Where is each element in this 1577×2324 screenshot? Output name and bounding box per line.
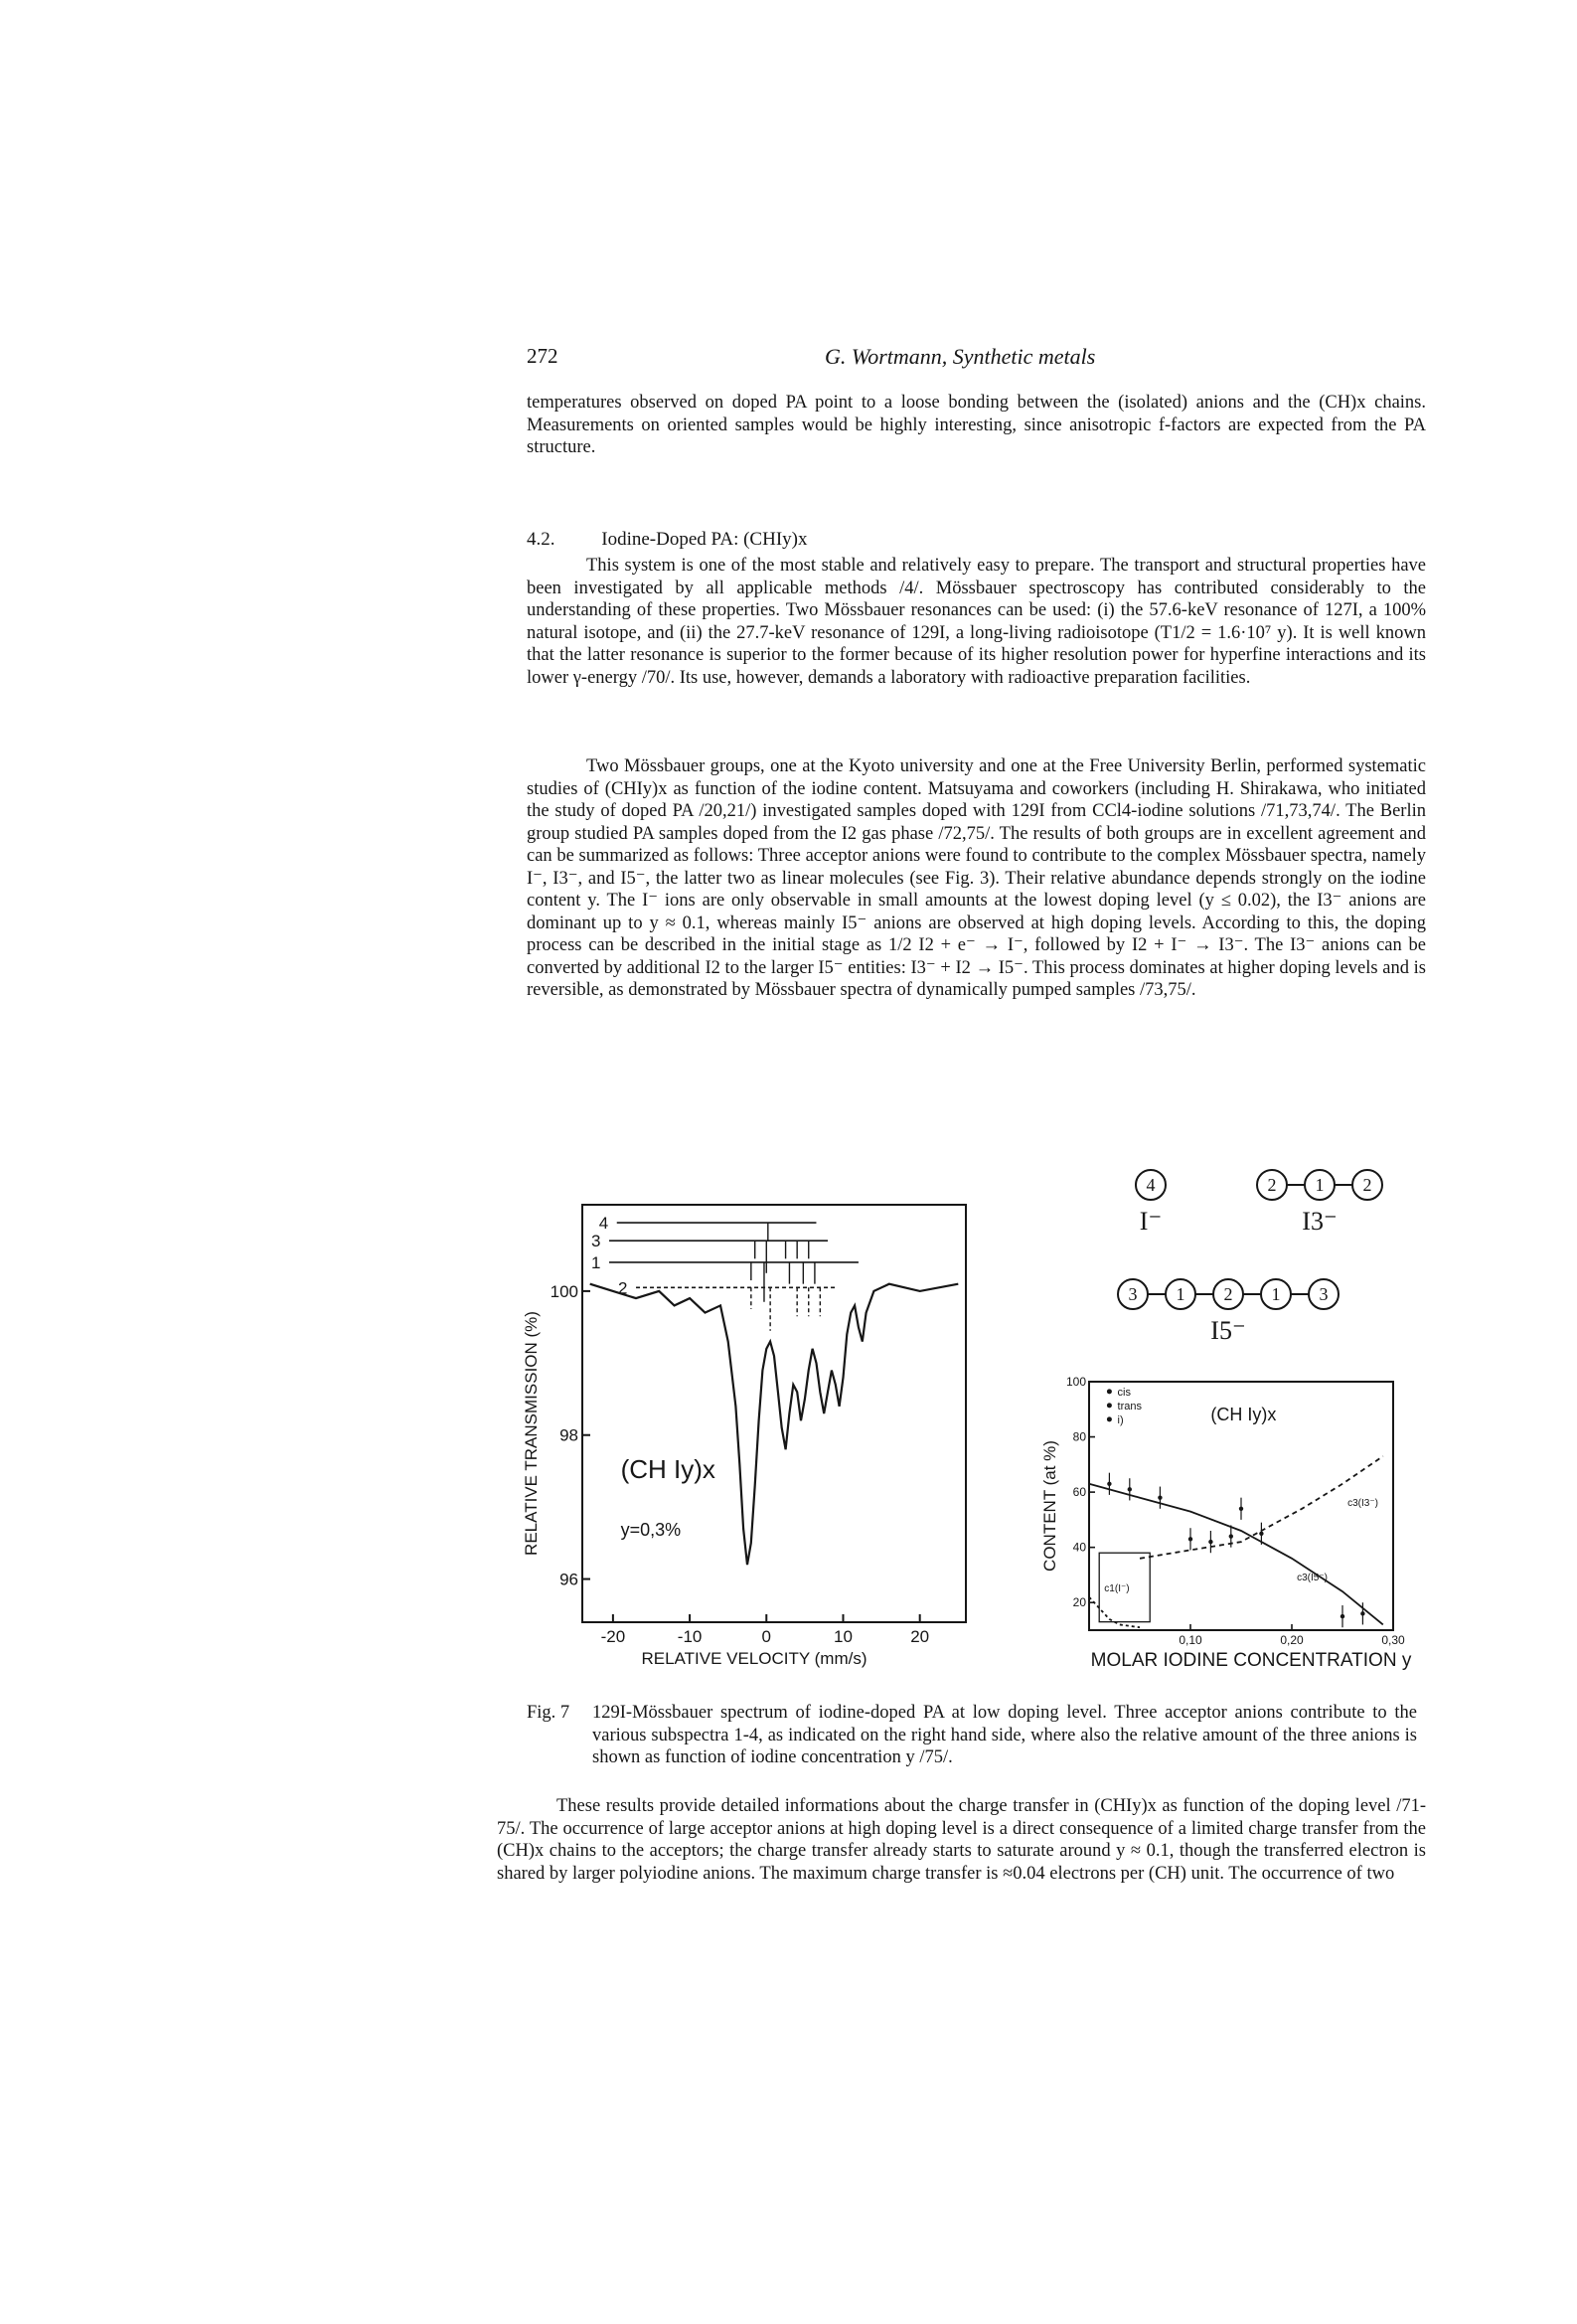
legend-entry: trans [1117, 1400, 1143, 1412]
data-point [1158, 1495, 1162, 1499]
data-point [1208, 1540, 1212, 1544]
y-tick-label: 40 [1072, 1540, 1086, 1555]
x-tick-label: 0,20 [1280, 1633, 1304, 1647]
section-number: 4.2. [527, 529, 555, 550]
y-tick-label: 100 [1065, 1375, 1086, 1389]
x-axis-label: RELATIVE VELOCITY (mm/s) [641, 1649, 867, 1668]
subspectrum-label: 2 [618, 1278, 628, 1298]
anion-molecule-diagrams [1118, 1170, 1382, 1345]
y-tick-label: 60 [1072, 1485, 1086, 1500]
legend-marker [1107, 1403, 1112, 1408]
y-axis-label: RELATIVE TRANSMISSION (%) [522, 1311, 541, 1556]
y-tick-label: 96 [559, 1570, 578, 1589]
mossbauer-spectrum-chart [517, 1193, 974, 1710]
i3-minus-atom-number: 2 [1267, 1175, 1277, 1195]
iodine-concentration-chart [1033, 1153, 1431, 1670]
running-head: G. Wortmann, Synthetic metals [825, 344, 1096, 369]
y-tick-label: 100 [550, 1281, 578, 1301]
x-tick-label: -20 [600, 1627, 626, 1646]
y-tick-label: 80 [1072, 1429, 1086, 1444]
sample-annotation: (CH Iy)x [620, 1454, 715, 1485]
paragraph-1: This system is one of the most stable and relatively easy to prepare. The transport and structural properties have been investigated by all applicable methods /4/. Mössbauer spectroscopy has contributed considerably to the understanding of these properties. Two Mössbauer resonances can be used: (i) the 57.6-keV resonance of 127I, a 100% natural isotope, and (ii) the 27.7-keV resonance of 129I, a long-living radioisotope (T1/2 = 1.6·10⁷ y). It is well known that the latter resonance is superior to the former because of its higher resolution power for hyperfine interactions and its lower γ-energy /70/. Its use, however, demands a laboratory with radioactive preparation facilities. [527, 556, 1426, 688]
data-point [1188, 1537, 1192, 1541]
intro-paragraph: temperatures observed on doped PA point to a loose bonding between the (isolated) anions and the (CH)x chains. Measurements on oriented samples would be highly interesting, since anisotropic f-factors are expected from the PA structure. [527, 393, 1426, 457]
curve-label: c1(I⁻) [1104, 1583, 1130, 1595]
x-tick-label: 0,30 [1381, 1633, 1405, 1647]
legend-entry: i) [1117, 1413, 1124, 1426]
legend-marker [1107, 1389, 1112, 1394]
i3-minus-atom-number: 2 [1362, 1175, 1372, 1195]
legend-marker [1107, 1416, 1112, 1421]
subspectrum-label: 1 [591, 1252, 601, 1272]
spectrum-axes-frame [582, 1205, 966, 1622]
chart-title: (CH Iy)x [1210, 1404, 1277, 1424]
series-line [1089, 1484, 1383, 1625]
data-point [1128, 1487, 1132, 1491]
curve-label: c3(I3⁻) [1347, 1498, 1378, 1509]
series-line [1089, 1597, 1140, 1628]
data-point [1360, 1611, 1364, 1615]
paragraph-3: These results provide detailed informations about the charge transfer in (CHIy)x as function of the doping level /71-75/. The occurrence of large acceptor anions at high doping level is a direct consequence of a limited charge transfer from the (CH)x chains to the acceptors; the charge transfer already starts to saturate around y ≈ 0.1, though the transferred electron is shared by larger polyiodine anions. The maximum charge transfer is ≈0.04 electrons per (CH) unit. The occurrence of two [497, 1796, 1426, 1884]
i5-minus-label: I5⁻ [1210, 1316, 1246, 1345]
data-point [1340, 1614, 1344, 1618]
data-point [1259, 1532, 1263, 1536]
x-tick-label: -10 [677, 1627, 703, 1646]
i3-minus-atom-number: 1 [1315, 1175, 1325, 1195]
subspectrum-label: 4 [598, 1214, 609, 1234]
i5-minus-atom-number: 3 [1128, 1284, 1138, 1304]
i5-minus-atom-number: 2 [1223, 1284, 1233, 1304]
x-tick-label: 0,10 [1179, 1633, 1202, 1647]
x-tick-label: 0 [761, 1627, 772, 1646]
data-point [1239, 1507, 1243, 1511]
doping-annotation: y=0,3% [620, 1520, 682, 1541]
i5-minus-atom-number: 1 [1176, 1284, 1185, 1304]
x-axis-label: MOLAR IODINE CONCENTRATION y [1090, 1650, 1412, 1670]
i5-minus-atom-number: 1 [1271, 1284, 1281, 1304]
paragraph-2: Two Mössbauer groups, one at the Kyoto university and one at the Free University Berlin, performed systematic studies of (CHIy)x as function of the iodine content. Matsuyama and coworkers (including H. Shirakawa, who initiated the study of doped PA /20,21/) investigated samples doped with 129I from CCl4-iodine solutions /71,73,74/. The Berlin group studied PA samples doped from the I2 gas phase /72,75/. The results of both groups are in excellent agreement and can be summarized as follows: Three acceptor anions were found to contribute to the complex Mössbauer spectra, namely I⁻, I3⁻, and I5⁻, the latter two as linear molecules (see Fig. 3). Their relative abundance depends strongly on the iodine content y. The I⁻ ions are only observable in small amounts at the lowest doping level (y ≤ 0.02), the I3⁻ anions are dominant up to y ≈ 0.1, whereas mainly I5⁻ anions are observed at high doping levels. According to this, the doping process can be described in the initial stage as 1/2 I2 + e⁻ → I⁻, followed by I2 + I⁻ → I3⁻. The I3⁻ anions can be converted by additional I2 to the larger I5⁻ entities: I3⁻ + I2 → I5⁻. This process dominates at higher doping levels and is reversible, as demonstrated by Mössbauer spectra of dynamically pumped samples /73,75/. [527, 756, 1426, 1000]
i3-minus-label: I3⁻ [1302, 1207, 1338, 1236]
curve-label: c3(I5⁻) [1297, 1573, 1328, 1583]
i5-minus-atom-number: 3 [1319, 1284, 1329, 1304]
x-tick-label: 20 [910, 1627, 930, 1646]
page-header [527, 344, 1421, 374]
i-minus-atom-number: 4 [1146, 1175, 1156, 1195]
section-heading [527, 529, 807, 551]
figure-caption-text: 129I-Mössbauer spectrum of iodine-doped PA at low doping level. Three acceptor anions contribute to the various subspectra 1-4, as indicated on the right hand side, where also the relative amount of the three anions is shown as function of iodine concentration y /75/. [592, 1703, 1417, 1767]
x-tick-label: 10 [834, 1627, 853, 1646]
y-axis-label: CONTENT (at %) [1040, 1440, 1059, 1572]
y-tick-label: 20 [1072, 1595, 1086, 1610]
legend-entry: cis [1117, 1386, 1132, 1399]
i-minus-label: I⁻ [1139, 1207, 1163, 1236]
section-title: Iodine-Doped PA: (CHIy)x [601, 529, 808, 550]
subspectrum-label: 3 [591, 1232, 601, 1251]
data-point [1229, 1534, 1233, 1538]
figure-label: Fig. 7 [527, 1703, 570, 1723]
y-tick-label: 98 [559, 1425, 578, 1445]
page-number: 272 [527, 344, 558, 368]
data-point [1107, 1482, 1111, 1486]
